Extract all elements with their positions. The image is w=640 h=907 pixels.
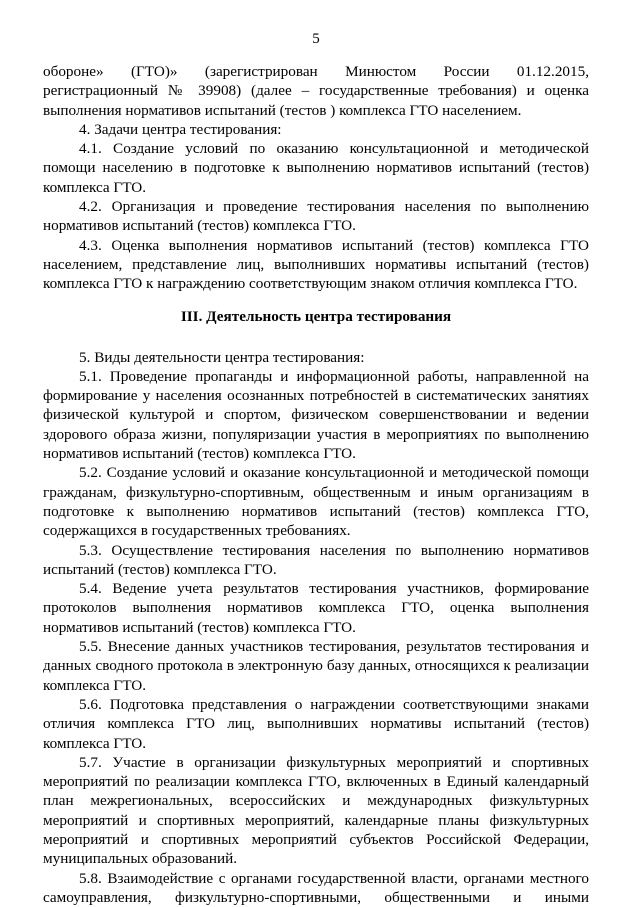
paragraph-5-1: 5.1. Проведение пропаганды и информационной работы, направленной на формирование у населения осознанных потребностей в систематических занятиях физической культурой и спортом, физическом совершенствовании и ведении здорового образа жизни, популяризации участия в мероприятиях по выполнению нормативов испытаний (тестов) комплекса ГТО. (43, 367, 589, 463)
section-title: III. Деятельность центра тестирования (180, 307, 452, 325)
paragraph-5-8: 5.8. Взаимодействие с органами государственной власти, органами местного самоуправления, физкультурно-спортивными, общественными и иными (43, 869, 589, 906)
paragraph-5-5: 5.5. Внесение данных участников тестирования, результатов тестирования и данных сводного протокола в электронную базу данных, относящихся к реализации комплекса ГТО. (43, 638, 589, 694)
page-number: 5 (312, 31, 320, 47)
paragraph-5-3: 5.3. Осуществление тестирования населения по выполнению нормативов испытаний (тестов) комплекса ГТО. (43, 541, 589, 578)
paragraph-5-7: 5.7. Участие в организации физкультурных мероприятий и спортивных мероприятий по реализации комплекса ГТО, включенных в Единый календарный план межрегиональных, всероссийских и международных физкультурных мероприятий и спортивных мероприятий, календарные планы физкультурных мероприятий и спортивных мероприятий субъектов Российской Федерации, муниципальных образований. (43, 753, 589, 868)
paragraph-5-4: 5.4. Ведение учета результатов тестирования участников, формирование протоколов выполнения нормативов комплекса ГТО, оценка выполнения нормативов испытаний (тестов) комплекса ГТО. (43, 580, 589, 636)
paragraph-5-2: 5.2. Создание условий и оказание консультационной и методической помощи гражданам, физкультурно-спортивным, общественным и иным организациям в подготовке к выполнению нормативов испытаний (тестов) комплекса ГТО, содержащихся в государственных требованиях. (43, 464, 589, 540)
paragraph-5-6: 5.6. Подготовка представления о награждении соответствующими знаками отличия комплекса ГТО лиц, выполнивших нормативы испытаний (тестов) комплекса ГТО. (43, 695, 589, 752)
paragraph-4-2: 4.2. Организация и проведение тестирования населения по выполнению нормативов испытаний (тестов) комплекса ГТО. (43, 198, 589, 235)
paragraph-4-1: 4.1. Создание условий по оказанию консультационной и методической помощи населению в подготовке к выполнению нормативов испытаний (тестов) комплекса ГТО. (43, 140, 589, 196)
document-page (43, 30, 589, 907)
paragraph-4: 4. Задачи центра тестирования: (79, 120, 282, 138)
paragraph-continuation: обороне» (ГТО)» (зарегистрирован Минюстом России 01.12.2015, регистрационный № 39908) (далее – государственные требования) и оценка выполнения нормативов испытаний (тестов ) комплекса ГТО населением. (43, 63, 589, 119)
paragraph-5: 5. Виды деятельности центра тестирования: (79, 348, 365, 366)
paragraph-4-3: 4.3. Оценка выполнения нормативов испытаний (тестов) комплекса ГТО населением, представление лиц, выполнивших нормативы испытаний (тестов) комплекса ГТО к награждению соответствующим знаком отличия комплекса ГТО. (43, 236, 589, 293)
